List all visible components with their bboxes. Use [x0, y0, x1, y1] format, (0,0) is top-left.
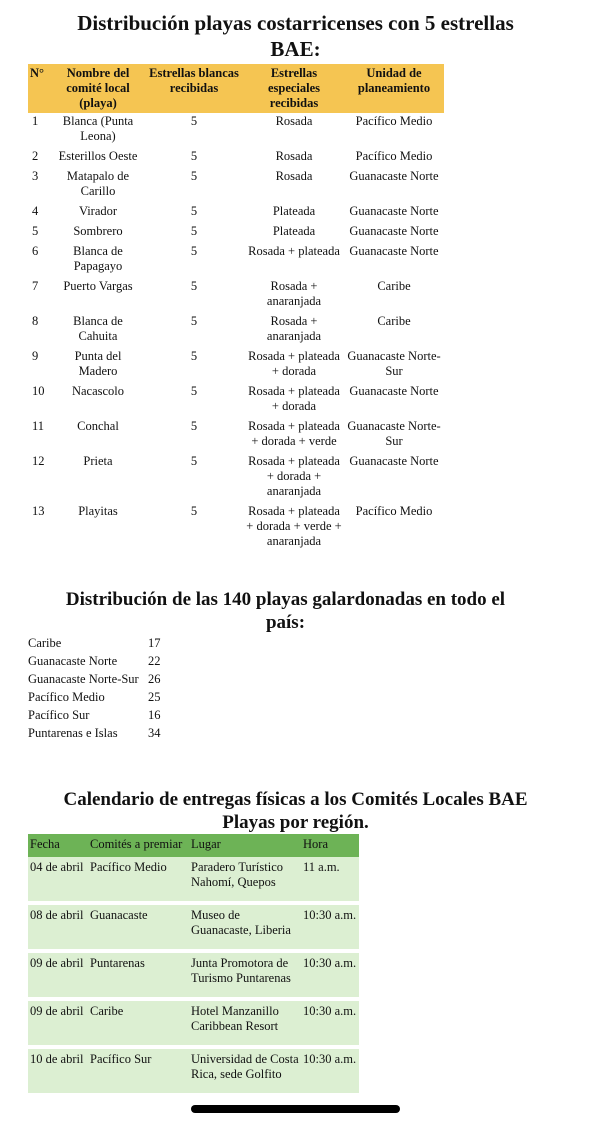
- region-name: Pacífico Sur: [28, 708, 90, 722]
- beach-name: Nacascolo: [71, 384, 125, 398]
- beach-count: 34: [148, 726, 161, 740]
- title-line: Playas por región.: [222, 812, 369, 833]
- date: 09 de abril: [28, 1001, 88, 1045]
- beach-name: Punta del Madero: [74, 349, 122, 378]
- white-stars: 5: [190, 279, 198, 293]
- special-stars: Plateada: [272, 204, 316, 218]
- special-stars: Rosada + plateada: [248, 244, 340, 258]
- delivery-calendar-table: [28, 834, 359, 1093]
- row-number: 7: [32, 279, 39, 293]
- table-row: [28, 200, 444, 220]
- calendar-title: [20, 788, 571, 834]
- beach-count: 16: [148, 708, 161, 722]
- col-header-committees: Comités a premiar: [88, 834, 189, 857]
- special-stars: Rosada + plateada + dorada + verde: [248, 419, 340, 448]
- beach-name: Sombrero: [73, 224, 123, 238]
- five-star-beaches-table: [28, 64, 444, 550]
- row-number: 6: [32, 244, 39, 258]
- title-line: BAE:: [270, 37, 321, 61]
- beach-name: Blanca de Cahuita: [73, 314, 123, 343]
- stars-distribution-title: [20, 10, 571, 62]
- committees: Puntarenas: [88, 953, 189, 997]
- table-row: [28, 220, 444, 240]
- title-line: Distribución playas costarricenses con 5 estrellas: [77, 11, 514, 35]
- col-header-planning-unit: Unidad de planeamiento: [344, 64, 444, 113]
- distribution-title: [30, 588, 541, 634]
- place: Museo de Guanacaste, Liberia: [189, 905, 301, 949]
- col-header-beach-name: Nombre del comité local (playa): [52, 64, 144, 113]
- title-line: país:: [265, 612, 306, 633]
- committees: Pacífico Medio: [88, 857, 189, 901]
- white-stars: 5: [190, 349, 198, 363]
- special-stars: Rosada: [275, 114, 313, 128]
- beach-name: Blanca (Punta Leona): [62, 114, 134, 143]
- planning-unit: Guanacaste Norte: [349, 169, 439, 183]
- row-number: 10: [32, 384, 45, 398]
- beach-name: Playitas: [78, 504, 118, 518]
- white-stars: 5: [190, 114, 198, 128]
- awarded-beaches-distribution: [28, 634, 178, 742]
- row-number: 13: [32, 504, 45, 518]
- beach-count: 22: [148, 654, 161, 668]
- committees: Caribe: [88, 1001, 189, 1045]
- special-stars: Rosada + plateada + dorada + verde + anaranjada: [246, 504, 342, 548]
- table-row: [28, 113, 444, 145]
- planning-unit: Guanacaste Norte: [349, 384, 439, 398]
- white-stars: 5: [190, 419, 198, 433]
- time: 11 a.m.: [301, 857, 359, 901]
- white-stars: 5: [190, 314, 198, 328]
- col-header-place: Lugar: [189, 834, 301, 857]
- table-row: [28, 310, 444, 345]
- region-name: Guanacaste Norte: [28, 654, 118, 668]
- row-number: 8: [32, 314, 39, 328]
- committees: Pacífico Sur: [88, 1049, 189, 1093]
- table-row: [28, 953, 359, 997]
- row-number: 1: [32, 114, 39, 128]
- beach-name: Esterillos Oeste: [58, 149, 138, 163]
- beach-count: 26: [148, 672, 161, 686]
- planning-unit: Caribe: [377, 279, 411, 293]
- place: Hotel Manzanillo Caribbean Resort: [189, 1001, 301, 1045]
- beach-name: Virador: [78, 204, 118, 218]
- beach-name: Conchal: [77, 419, 119, 433]
- planning-unit: Guanacaste Norte: [349, 454, 439, 468]
- col-header-special-stars: Estrellas especiales recibidas: [244, 64, 344, 113]
- special-stars: Rosada + plateada + dorada: [248, 384, 340, 413]
- table-row: [28, 857, 359, 901]
- row-number: 12: [32, 454, 45, 468]
- table-row: [28, 145, 444, 165]
- special-stars: Rosada + plateada + dorada: [248, 349, 340, 378]
- home-indicator[interactable]: [191, 1105, 400, 1113]
- beach-name: Prieta: [83, 454, 113, 468]
- planning-unit: Pacífico Medio: [355, 114, 433, 128]
- date: 04 de abril: [28, 857, 88, 901]
- list-item: [28, 688, 178, 706]
- planning-unit: Pacífico Medio: [355, 149, 433, 163]
- col-header-date: Fecha: [28, 834, 88, 857]
- beach-count: 25: [148, 690, 161, 704]
- planning-unit: Guanacaste Norte: [349, 224, 439, 238]
- planning-unit: Guanacaste Norte: [349, 204, 439, 218]
- table-row: [28, 165, 444, 200]
- time: 10:30 a.m.: [301, 1001, 359, 1045]
- place: Paradero Turístico Nahomí, Quepos: [189, 857, 301, 901]
- white-stars: 5: [190, 149, 198, 163]
- special-stars: Rosada: [275, 149, 313, 163]
- col-header-time: Hora: [301, 834, 359, 857]
- title-line: Calendario de entregas físicas a los Comités Locales BAE: [63, 789, 528, 810]
- table-row: [28, 905, 359, 949]
- white-stars: 5: [190, 204, 198, 218]
- list-item: [28, 670, 178, 688]
- committees: Guanacaste: [88, 905, 189, 949]
- beach-name: Matapalo de Carillo: [66, 169, 130, 198]
- table-row: [28, 500, 444, 550]
- place: Junta Promotora de Turismo Puntarenas: [189, 953, 301, 997]
- row-number: 2: [32, 149, 39, 163]
- table-row: [28, 240, 444, 275]
- time: 10:30 a.m.: [301, 1049, 359, 1093]
- white-stars: 5: [190, 504, 198, 518]
- planning-unit: Guanacaste Norte-Sur: [347, 349, 441, 378]
- special-stars: Plateada: [272, 224, 316, 238]
- beach-name: Puerto Vargas: [63, 279, 133, 293]
- row-number: 5: [32, 224, 39, 238]
- row-number: 4: [32, 204, 39, 218]
- time: 10:30 a.m.: [301, 953, 359, 997]
- white-stars: 5: [190, 454, 198, 468]
- table-row: [28, 1001, 359, 1045]
- beach-name: Blanca de Papagayo: [73, 244, 123, 273]
- region-name: Puntarenas e Islas: [28, 726, 118, 740]
- row-number: 9: [32, 349, 39, 363]
- list-item: [28, 706, 178, 724]
- date: 09 de abril: [28, 953, 88, 997]
- title-line: Distribución de las 140 playas galardonadas en todo el: [65, 589, 506, 610]
- region-name: Guanacaste Norte-Sur: [28, 672, 139, 686]
- table-row: [28, 450, 444, 500]
- special-stars: Rosada + anaranjada: [266, 279, 322, 308]
- row-number: 11: [32, 419, 45, 433]
- planning-unit: Guanacaste Norte: [349, 244, 439, 258]
- table-row: [28, 275, 444, 310]
- col-header-white-stars: Estrellas blancas recibidas: [144, 64, 244, 113]
- time: 10:30 a.m.: [301, 905, 359, 949]
- table-row: [28, 1049, 359, 1093]
- region-name: Caribe: [28, 636, 62, 650]
- place: Universidad de Costa Rica, sede Golfito: [189, 1049, 301, 1093]
- special-stars: Rosada: [275, 169, 313, 183]
- special-stars: Rosada + anaranjada: [266, 314, 322, 343]
- table-row: [28, 415, 444, 450]
- special-stars: Rosada + plateada + dorada + anaranjada: [248, 454, 340, 498]
- row-number: 3: [32, 169, 39, 183]
- date: 10 de abril: [28, 1049, 88, 1093]
- list-item: [28, 724, 178, 742]
- white-stars: 5: [190, 244, 198, 258]
- date: 08 de abril: [28, 905, 88, 949]
- white-stars: 5: [190, 224, 198, 238]
- planning-unit: Guanacaste Norte-Sur: [347, 419, 441, 448]
- list-item: [28, 634, 178, 652]
- region-name: Pacífico Medio: [28, 690, 105, 704]
- white-stars: 5: [190, 169, 198, 183]
- list-item: [28, 652, 178, 670]
- planning-unit: Caribe: [377, 314, 411, 328]
- white-stars: 5: [190, 384, 198, 398]
- table-row: [28, 380, 444, 415]
- planning-unit: Pacífico Medio: [355, 504, 433, 518]
- beach-count: 17: [148, 636, 161, 650]
- col-header-number: N°: [28, 64, 52, 113]
- table-row: [28, 345, 444, 380]
